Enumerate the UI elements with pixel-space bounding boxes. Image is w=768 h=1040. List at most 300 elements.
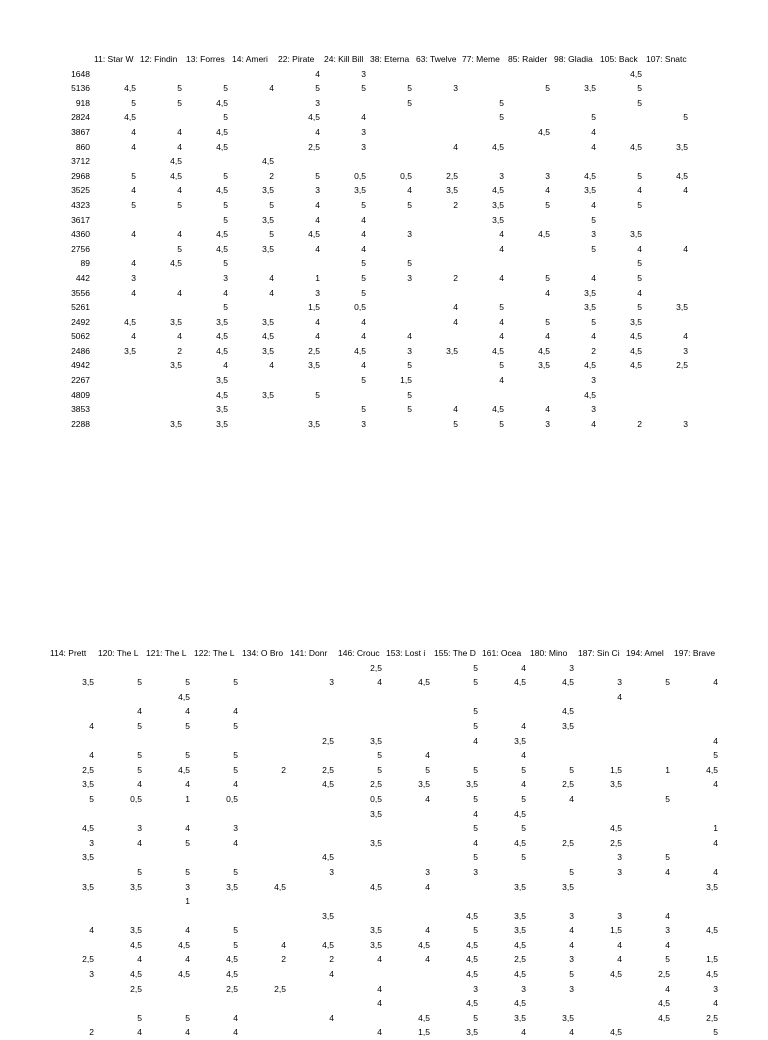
table-cell: 4,5	[178, 939, 190, 950]
table-cell	[240, 748, 288, 763]
table-row	[52, 242, 690, 257]
table-cell: 3	[591, 375, 596, 386]
table-cell: 3,5	[216, 418, 228, 429]
table-cell	[138, 213, 184, 228]
table-cell: 4	[521, 1027, 526, 1038]
table-cell: 4	[269, 272, 274, 283]
table-cell: 3	[89, 969, 94, 980]
table-cell: 0,5	[130, 793, 142, 804]
table-cell: 4	[137, 706, 142, 717]
table-cell	[240, 807, 288, 822]
table-cell	[644, 286, 690, 301]
table-row	[52, 110, 690, 125]
table-cell	[576, 982, 624, 997]
table-cell	[48, 938, 96, 953]
table-row	[48, 909, 720, 924]
table-cell: 3,5	[492, 199, 504, 210]
table-cell: 4,5	[354, 345, 366, 356]
table-cell: 3,5	[418, 779, 430, 790]
table-cell: 1	[185, 793, 190, 804]
table-cell: 5	[521, 852, 526, 863]
table-cell: 5	[407, 83, 412, 94]
table-cell: 3,5	[82, 852, 94, 863]
table-cell: 1,5	[706, 954, 718, 965]
table-cell: 3,5	[706, 881, 718, 892]
table-cell: 4	[361, 360, 366, 371]
table-cell: 4	[591, 141, 596, 152]
table-cell: 4	[545, 331, 550, 342]
table-cell: 4	[131, 185, 136, 196]
column-header: 161: Ocea	[482, 648, 522, 658]
table-cell	[576, 734, 624, 749]
table-cell	[288, 923, 336, 938]
table-cell: 4	[137, 779, 142, 790]
table-cell	[384, 996, 432, 1011]
table-cell: 4,5	[418, 677, 430, 688]
table-cell	[368, 417, 414, 432]
table-cell	[672, 719, 720, 734]
table-cell	[230, 402, 276, 417]
table-cell: 3,5	[216, 375, 228, 386]
table-cell	[624, 704, 672, 719]
table-cell	[598, 110, 644, 125]
table-cell: 4,5	[630, 360, 642, 371]
table-cell: 4,5	[322, 939, 334, 950]
table-cell: 5	[499, 418, 504, 429]
table-cell	[48, 894, 96, 909]
table-cell	[384, 734, 432, 749]
table-row	[48, 1025, 720, 1040]
table-cell: 4	[177, 229, 182, 240]
column-header: 187: Sin Ci	[578, 648, 620, 658]
column-header	[52, 52, 92, 67]
table-cell: 5	[185, 837, 190, 848]
table-cell	[414, 242, 460, 257]
table-cell: 4,5	[308, 112, 320, 123]
table-cell	[288, 661, 336, 676]
table-cell	[460, 154, 506, 169]
table-cell	[576, 880, 624, 895]
table-cell: 4	[713, 837, 718, 848]
table-cell: 5	[591, 214, 596, 225]
table-row	[52, 417, 690, 432]
table-cell: 5	[521, 823, 526, 834]
table-cell: 5	[591, 316, 596, 327]
table-cell	[230, 67, 276, 82]
table-cell: 4,5	[514, 677, 526, 688]
table-cell: 4	[377, 998, 382, 1009]
table-cell: 3	[407, 345, 412, 356]
table-cell	[288, 704, 336, 719]
table-cell: 4,5	[418, 939, 430, 950]
table-cell: 3	[185, 881, 190, 892]
table-cell	[96, 850, 144, 865]
table-cell: 4	[499, 243, 504, 254]
table-cell: 4,5	[514, 998, 526, 1009]
table-cell: 3	[591, 229, 596, 240]
table-cell: 5	[185, 720, 190, 731]
table-cell: 4,5	[492, 185, 504, 196]
table-cell: 2,5	[322, 764, 334, 775]
table-cell	[92, 154, 138, 169]
table-cell: 4	[329, 969, 334, 980]
table-cell: 4,5	[676, 170, 688, 181]
table-cell: 3	[89, 837, 94, 848]
table-row	[52, 198, 690, 213]
table-cell: 4	[315, 331, 320, 342]
table-cell: 3,5	[466, 779, 478, 790]
table-cell	[506, 300, 552, 315]
table-cell	[336, 894, 384, 909]
table-cell: 4	[315, 243, 320, 254]
table-row	[48, 704, 720, 719]
column-header: 146: Crouc	[338, 648, 380, 658]
table-cell: 4,5	[610, 969, 622, 980]
table-cell	[644, 81, 690, 96]
table-cell	[336, 967, 384, 982]
table-cell: 4	[185, 779, 190, 790]
table-cell: 3	[425, 866, 430, 877]
table-cell	[230, 110, 276, 125]
table-cell	[432, 748, 480, 763]
table-cell: 5	[569, 764, 574, 775]
table-cell	[644, 96, 690, 111]
table-cell: 4,5	[466, 939, 478, 950]
table-cell: 5	[683, 112, 688, 123]
table-cell	[48, 1011, 96, 1026]
table-cell: 1,5	[308, 302, 320, 313]
table-cell	[460, 125, 506, 140]
table-row	[48, 865, 720, 880]
table-cell: 5	[473, 1012, 478, 1023]
table-cell: 5	[131, 199, 136, 210]
table-cell	[322, 154, 368, 169]
table-cell: 2,5	[274, 983, 286, 994]
table-cell: 4	[177, 287, 182, 298]
table-cell	[528, 807, 576, 822]
table-cell: 2,5	[562, 837, 574, 848]
table-cell: 4,5	[216, 141, 228, 152]
table-cell	[384, 690, 432, 705]
table-cell	[240, 777, 288, 792]
table-cell	[192, 661, 240, 676]
table-row	[48, 748, 720, 763]
table-cell	[576, 661, 624, 676]
table-cell: 4	[377, 954, 382, 965]
table-row	[52, 315, 690, 330]
table-cell: 5	[361, 272, 366, 283]
table-cell	[368, 242, 414, 257]
table-cell: 5	[407, 389, 412, 400]
table-cell: 4	[137, 954, 142, 965]
column-header: 153: Lost i	[386, 648, 426, 658]
column-header: 120: The L	[98, 648, 139, 658]
table-cell	[336, 704, 384, 719]
table-cell: 4,5	[170, 170, 182, 181]
table-cell: 4	[377, 983, 382, 994]
table-cell: 2486	[71, 345, 90, 356]
table-cell	[644, 271, 690, 286]
table-cell	[192, 909, 240, 924]
column-header: 13: Forres	[186, 54, 225, 64]
table-cell: 1,5	[610, 764, 622, 775]
table-row	[48, 734, 720, 749]
table-cell: 3	[315, 287, 320, 298]
table-cell	[48, 996, 96, 1011]
table-cell: 3,5	[492, 214, 504, 225]
table-cell	[240, 850, 288, 865]
table-cell: 4	[453, 141, 458, 152]
table-cell: 4,5	[514, 939, 526, 950]
table-row	[52, 81, 690, 96]
table-cell: 5	[315, 389, 320, 400]
table-cell: 4	[425, 750, 430, 761]
table-cell: 3	[329, 677, 334, 688]
table-cell: 4	[131, 258, 136, 269]
table-cell: 1,5	[400, 375, 412, 386]
table-cell: 3,5	[370, 808, 382, 819]
table-cell	[528, 996, 576, 1011]
table-cell	[368, 213, 414, 228]
table-cell: 4	[499, 331, 504, 342]
table-cell	[368, 110, 414, 125]
table-cell: 3	[569, 983, 574, 994]
table-cell: 3,5	[370, 925, 382, 936]
table-cell	[240, 894, 288, 909]
table-cell	[644, 67, 690, 82]
table-cell: 4	[425, 925, 430, 936]
table-cell: 2,5	[226, 983, 238, 994]
table-cell	[384, 982, 432, 997]
table-cell	[92, 300, 138, 315]
table-cell: 4	[131, 229, 136, 240]
table-cell: 2	[89, 1027, 94, 1038]
table-cell	[528, 690, 576, 705]
table-cell	[624, 807, 672, 822]
table-cell: 4	[683, 185, 688, 196]
table-cell	[598, 373, 644, 388]
table-cell: 4	[425, 793, 430, 804]
table-cell: 4	[185, 823, 190, 834]
table-cell	[230, 140, 276, 155]
table-cell	[368, 286, 414, 301]
table-cell: 4	[361, 316, 366, 327]
column-header: 122: The L	[194, 648, 235, 658]
table-cell: 3	[521, 983, 526, 994]
table-cell	[460, 81, 506, 96]
column-header: 180: Mino	[530, 648, 568, 658]
table-cell: 3	[591, 404, 596, 415]
table-cell	[624, 1025, 672, 1040]
table-cell: 3	[617, 866, 622, 877]
table-cell: 5	[233, 750, 238, 761]
table-cell: 5	[637, 199, 642, 210]
table-cell: 4	[361, 229, 366, 240]
table-cell: 4	[89, 720, 94, 731]
table-cell: 4,5	[706, 925, 718, 936]
table-cell: 2288	[71, 418, 90, 429]
table-cell	[414, 358, 460, 373]
column-header: 12: Findin	[140, 54, 178, 64]
table-row	[52, 344, 690, 359]
table-row	[52, 183, 690, 198]
table-cell: 4	[569, 925, 574, 936]
table-cell: 3	[233, 823, 238, 834]
table-cell: 4,5	[658, 1012, 670, 1023]
table-cell: 3,5	[446, 345, 458, 356]
table-row	[52, 373, 690, 388]
table-cell	[230, 256, 276, 271]
table-cell	[192, 996, 240, 1011]
table-cell: 3,5	[130, 881, 142, 892]
table-cell: 5	[233, 720, 238, 731]
table-cell: 4,5	[170, 156, 182, 167]
table-cell: 4	[521, 662, 526, 673]
table-cell	[644, 198, 690, 213]
table-cell: 4	[499, 229, 504, 240]
table-cell: 4,5	[322, 852, 334, 863]
table-row	[48, 719, 720, 734]
table-cell: 5	[521, 793, 526, 804]
table-cell: 3853	[71, 404, 90, 415]
table-cell	[506, 96, 552, 111]
table-row	[48, 763, 720, 778]
table-cell: 2	[591, 345, 596, 356]
table-cell: 4,5	[466, 954, 478, 965]
table-cell: 5	[569, 866, 574, 877]
table-cell: 4942	[71, 360, 90, 371]
table-cell	[480, 894, 528, 909]
table-cell	[368, 125, 414, 140]
table-row	[52, 402, 690, 417]
table-cell: 2,5	[370, 779, 382, 790]
table-cell: 4,5	[130, 939, 142, 950]
table-cell	[144, 661, 192, 676]
table-cell	[672, 661, 720, 676]
table-row	[48, 982, 720, 997]
table-cell	[92, 373, 138, 388]
table-row	[48, 938, 720, 953]
table-cell: 4	[269, 83, 274, 94]
table-cell: 4,5	[308, 229, 320, 240]
table-cell	[506, 67, 552, 82]
table-cell: 4	[233, 706, 238, 717]
table-cell: 3,5	[216, 316, 228, 327]
table-cell: 4323	[71, 199, 90, 210]
table-cell: 5	[377, 750, 382, 761]
table-cell	[240, 1011, 288, 1026]
table-cell: 4	[269, 287, 274, 298]
table-cell: 4	[499, 316, 504, 327]
table-cell	[240, 661, 288, 676]
table-cell	[672, 807, 720, 822]
table-cell: 4	[177, 331, 182, 342]
table-cell: 4,5	[226, 969, 238, 980]
table-cell: 5	[473, 925, 478, 936]
table-cell	[644, 373, 690, 388]
column-header: 85: Raider	[508, 54, 548, 64]
column-header: 194: Amel	[626, 648, 664, 658]
column-header: 24: Kill Bill	[324, 54, 364, 64]
table-cell: 5261	[71, 302, 90, 313]
table-cell: 4,5	[562, 677, 574, 688]
table-cell	[240, 967, 288, 982]
table-cell	[144, 982, 192, 997]
table-cell: 5	[407, 199, 412, 210]
table-cell: 2	[269, 170, 274, 181]
table-cell: 3,5	[466, 1027, 478, 1038]
table-cell	[624, 821, 672, 836]
table-cell: 5	[185, 750, 190, 761]
table-cell	[368, 315, 414, 330]
table-cell: 2,5	[82, 954, 94, 965]
table-cell: 3,5	[514, 735, 526, 746]
table-cell	[368, 154, 414, 169]
table-cell: 5	[177, 199, 182, 210]
table-cell: 4	[617, 939, 622, 950]
table-cell: 3,5	[262, 185, 274, 196]
table-cell	[552, 96, 598, 111]
table-cell: 4	[177, 141, 182, 152]
table-cell: 4	[233, 837, 238, 848]
table-cell: 4,5	[322, 779, 334, 790]
table-cell: 2,5	[514, 954, 526, 965]
table-cell	[138, 67, 184, 82]
table-cell: 4	[453, 404, 458, 415]
table-cell: 1	[713, 823, 718, 834]
table-cell: 4	[637, 287, 642, 298]
table-cell: 5	[521, 764, 526, 775]
table-cell: 3,5	[130, 925, 142, 936]
table-cell: 4,5	[418, 1012, 430, 1023]
table-cell: 5	[233, 677, 238, 688]
table-cell: 1,5	[610, 925, 622, 936]
table-cell	[506, 242, 552, 257]
table-row	[52, 256, 690, 271]
table-cell	[288, 821, 336, 836]
table-cell	[384, 909, 432, 924]
table-row	[48, 967, 720, 982]
table-cell: 3	[407, 272, 412, 283]
table-cell: 4	[713, 779, 718, 790]
table-cell: 4	[617, 954, 622, 965]
table-cell	[624, 734, 672, 749]
table-cell: 2,5	[706, 1012, 718, 1023]
column-header: 38: Eterna	[370, 54, 410, 64]
table-cell: 5	[407, 360, 412, 371]
table-cell	[240, 719, 288, 734]
table-cell: 4	[185, 706, 190, 717]
table-cell: 4	[89, 750, 94, 761]
table-cell	[336, 865, 384, 880]
table-cell: 0,5	[354, 302, 366, 313]
table-row	[52, 358, 690, 373]
table-cell: 5	[233, 925, 238, 936]
table-cell: 3,5	[514, 1012, 526, 1023]
table-row	[48, 675, 720, 690]
table-cell	[288, 894, 336, 909]
table-cell	[336, 1011, 384, 1026]
table-cell: 3	[473, 866, 478, 877]
table-cell: 1	[665, 764, 670, 775]
table-cell	[368, 67, 414, 82]
table-cell	[336, 719, 384, 734]
table-cell: 3,5	[514, 910, 526, 921]
table-row	[52, 169, 690, 184]
table-cell: 3	[683, 345, 688, 356]
table-cell: 5	[473, 852, 478, 863]
table-cell	[288, 792, 336, 807]
